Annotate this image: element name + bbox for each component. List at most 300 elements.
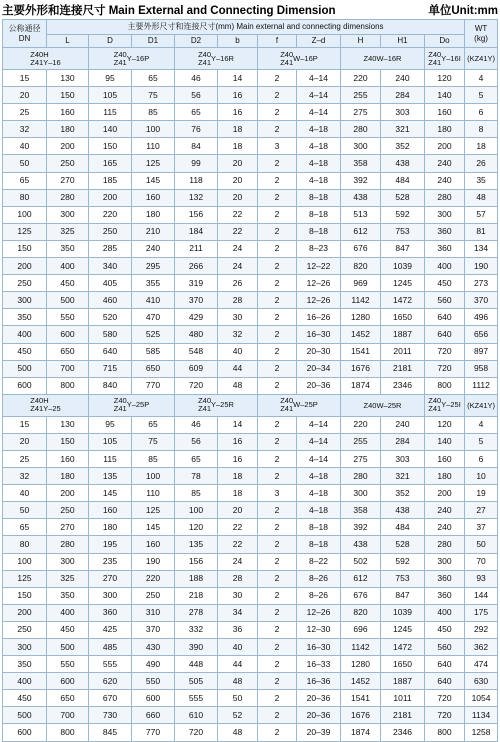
table-cell: 12–26 bbox=[297, 275, 341, 292]
table-cell: 360 bbox=[425, 223, 465, 240]
table-cell: 16–30 bbox=[297, 326, 341, 343]
table-cell: 528 bbox=[381, 189, 425, 206]
table-cell: 300 bbox=[425, 206, 465, 223]
title-bar bbox=[2, 2, 498, 18]
table-cell: 2 bbox=[258, 587, 297, 604]
table-cell: 20–39 bbox=[297, 724, 341, 741]
table-row bbox=[3, 155, 498, 172]
model-code: Z40 bbox=[428, 396, 442, 406]
table-cell: 350 bbox=[47, 240, 89, 257]
table-cell: 280 bbox=[341, 121, 381, 138]
table-cell: 2 bbox=[258, 172, 297, 189]
table-row bbox=[3, 707, 498, 724]
table-cell: 84 bbox=[175, 138, 218, 155]
table-body bbox=[3, 20, 498, 742]
table-cell: 897 bbox=[465, 343, 498, 360]
table-cell: 592 bbox=[381, 206, 425, 223]
table-cell: 52 bbox=[218, 707, 258, 724]
model-code: Z41 bbox=[280, 404, 294, 414]
table-row bbox=[3, 258, 498, 275]
table-cell: 640 bbox=[89, 343, 132, 360]
table-row bbox=[3, 309, 498, 326]
table-cell: 210 bbox=[132, 223, 175, 240]
table-cell: 135 bbox=[89, 468, 132, 485]
table-cell: 2 bbox=[258, 326, 297, 343]
table-cell: 165 bbox=[89, 155, 132, 172]
table-cell: 278 bbox=[175, 604, 218, 621]
model-code: Z41 bbox=[198, 404, 211, 414]
table-cell: 20 bbox=[3, 87, 47, 104]
table-cell: 24 bbox=[218, 258, 258, 275]
model-code: Z40 bbox=[113, 49, 127, 59]
table-cell: 85 bbox=[175, 485, 218, 502]
table-cell: 4–18 bbox=[297, 155, 341, 172]
table-cell: 270 bbox=[47, 519, 89, 536]
table-cell: 592 bbox=[381, 553, 425, 570]
table-row bbox=[3, 240, 498, 257]
table-cell: 130 bbox=[47, 70, 89, 87]
table-cell: 525 bbox=[132, 326, 175, 343]
model-code: Z41 bbox=[113, 57, 127, 67]
table-cell: 30 bbox=[218, 587, 258, 604]
table-cell: 800 bbox=[425, 724, 465, 741]
table-cell: 12–26 bbox=[297, 292, 341, 309]
table-cell: 800 bbox=[47, 724, 89, 741]
table-cell: 610 bbox=[175, 707, 218, 724]
table-cell: 676 bbox=[341, 240, 381, 257]
table-cell: 150 bbox=[3, 240, 47, 257]
table-row bbox=[3, 724, 498, 741]
table-cell: 160 bbox=[425, 104, 465, 121]
table-cell: 16–26 bbox=[297, 309, 341, 326]
table-cell: 425 bbox=[89, 621, 132, 638]
table-cell: 1245 bbox=[381, 621, 425, 638]
table-cell: 140 bbox=[89, 121, 132, 138]
table-cell: 2 bbox=[258, 536, 297, 553]
table-cell: 8–22 bbox=[297, 553, 341, 570]
model-suffix: Y–16P bbox=[126, 53, 150, 63]
table-cell: 81 bbox=[465, 223, 498, 240]
table-cell: 175 bbox=[465, 604, 498, 621]
table-cell: 392 bbox=[341, 172, 381, 189]
table-cell: 280 bbox=[425, 536, 465, 553]
table-cell: 28 bbox=[218, 570, 258, 587]
model-cell: Z40W–25R bbox=[341, 394, 425, 416]
table-row bbox=[3, 536, 498, 553]
table-cell: 438 bbox=[341, 536, 381, 553]
table-cell: 284 bbox=[381, 87, 425, 104]
table-cell: 4–18 bbox=[297, 502, 341, 519]
table-cell: 550 bbox=[132, 673, 175, 690]
table-cell: 362 bbox=[465, 639, 498, 656]
model-stack bbox=[198, 51, 211, 67]
table-cell: 27 bbox=[465, 502, 498, 519]
table-cell: 8–18 bbox=[297, 206, 341, 223]
table-cell: 730 bbox=[89, 707, 132, 724]
table-cell: 95 bbox=[89, 416, 132, 433]
table-cell: 670 bbox=[89, 690, 132, 707]
table-cell: 2 bbox=[258, 377, 297, 394]
table-cell: 16–33 bbox=[297, 656, 341, 673]
table-cell: 6 bbox=[465, 450, 498, 467]
table-cell: 310 bbox=[132, 604, 175, 621]
table-cell: 46 bbox=[175, 70, 218, 87]
table-cell: 630 bbox=[465, 673, 498, 690]
table-cell: 585 bbox=[132, 343, 175, 360]
table-row bbox=[3, 223, 498, 240]
model-cell: (KZ41Y) bbox=[465, 48, 498, 70]
table-cell: 280 bbox=[47, 536, 89, 553]
model-cell bbox=[3, 394, 89, 416]
table-cell: 40 bbox=[218, 343, 258, 360]
table-cell: 321 bbox=[381, 468, 425, 485]
table-row bbox=[3, 360, 498, 377]
table-cell: 211 bbox=[175, 240, 218, 257]
table-cell: 390 bbox=[175, 639, 218, 656]
table-row bbox=[3, 468, 498, 485]
table-cell: 500 bbox=[3, 360, 47, 377]
table-cell: 180 bbox=[89, 519, 132, 536]
table-cell: 370 bbox=[465, 292, 498, 309]
table-cell: 240 bbox=[132, 240, 175, 257]
table-cell: 2 bbox=[258, 656, 297, 673]
table-cell: 32 bbox=[3, 121, 47, 138]
table-cell: 220 bbox=[341, 70, 381, 87]
table-cell: 48 bbox=[218, 724, 258, 741]
table-cell: 8–18 bbox=[297, 223, 341, 240]
table-cell: 2 bbox=[258, 189, 297, 206]
model-code: Z41Y–25 bbox=[30, 404, 61, 414]
table-cell: 270 bbox=[47, 172, 89, 189]
unit-label: 单位Unit:mm bbox=[428, 5, 498, 17]
dimensions-group-header: 主要外形尺寸和连接尺寸(mm) Main external and connecting dimensions bbox=[47, 20, 465, 35]
table-cell: 560 bbox=[425, 639, 465, 656]
table-cell: 400 bbox=[425, 258, 465, 275]
table-cell: 350 bbox=[3, 656, 47, 673]
table-cell: 18 bbox=[218, 138, 258, 155]
table-cell: 160 bbox=[47, 450, 89, 467]
table-cell: 250 bbox=[132, 587, 175, 604]
table-cell: 120 bbox=[425, 70, 465, 87]
table-row bbox=[3, 639, 498, 656]
table-row bbox=[3, 673, 498, 690]
table-cell: 32 bbox=[218, 326, 258, 343]
table-cell: 1472 bbox=[381, 292, 425, 309]
table-cell: 2 bbox=[258, 690, 297, 707]
table-cell: 1134 bbox=[465, 707, 498, 724]
table-cell: 958 bbox=[465, 360, 498, 377]
model-suffix: Y–25R bbox=[211, 400, 234, 410]
table-cell: 2 bbox=[258, 275, 297, 292]
table-cell: 18 bbox=[218, 485, 258, 502]
table-cell: 25 bbox=[3, 450, 47, 467]
model-cell bbox=[175, 48, 258, 70]
table-cell: 650 bbox=[132, 360, 175, 377]
table-cell: 48 bbox=[465, 189, 498, 206]
table-cell: 700 bbox=[47, 707, 89, 724]
table-cell: 16 bbox=[218, 104, 258, 121]
table-cell: 220 bbox=[89, 206, 132, 223]
table-cell: 16 bbox=[218, 433, 258, 450]
table-cell: 2011 bbox=[381, 343, 425, 360]
table-cell: 500 bbox=[47, 639, 89, 656]
table-cell: 218 bbox=[175, 587, 218, 604]
table-cell: 555 bbox=[89, 656, 132, 673]
table-cell: 847 bbox=[381, 240, 425, 257]
table-cell: 99 bbox=[175, 155, 218, 172]
table-row bbox=[3, 343, 498, 360]
col-header-l: L bbox=[47, 35, 89, 48]
table-cell: 2 bbox=[258, 360, 297, 377]
table-row bbox=[3, 172, 498, 189]
table-cell: 85 bbox=[132, 450, 175, 467]
table-cell: 180 bbox=[47, 468, 89, 485]
model-code: Z40 bbox=[198, 49, 211, 59]
table-row bbox=[3, 656, 498, 673]
table-cell: 548 bbox=[175, 343, 218, 360]
table-cell: 840 bbox=[89, 377, 132, 394]
table-cell: 3 bbox=[258, 138, 297, 155]
table-cell: 65 bbox=[132, 70, 175, 87]
table-cell: 1245 bbox=[381, 275, 425, 292]
table-cell: 250 bbox=[89, 223, 132, 240]
table-cell: 40 bbox=[3, 485, 47, 502]
model-cell bbox=[89, 394, 175, 416]
table-cell: 1142 bbox=[341, 639, 381, 656]
table-cell: 80 bbox=[3, 536, 47, 553]
table-cell: 105 bbox=[89, 87, 132, 104]
table-cell: 4–14 bbox=[297, 433, 341, 450]
table-cell: 2 bbox=[258, 673, 297, 690]
table-row bbox=[3, 104, 498, 121]
table-cell: 140 bbox=[425, 87, 465, 104]
model-cell bbox=[425, 394, 465, 416]
table-cell: 350 bbox=[47, 587, 89, 604]
model-stack bbox=[280, 51, 293, 67]
table-cell: 285 bbox=[89, 240, 132, 257]
table-cell: 845 bbox=[89, 724, 132, 741]
table-row bbox=[3, 690, 498, 707]
table-cell: 76 bbox=[175, 121, 218, 138]
model-code: Z41 bbox=[280, 57, 294, 67]
table-cell: 500 bbox=[3, 707, 47, 724]
table-cell: 609 bbox=[175, 360, 218, 377]
table-cell: 180 bbox=[425, 121, 465, 138]
table-cell: 2 bbox=[258, 502, 297, 519]
table-cell: 65 bbox=[3, 172, 47, 189]
table-cell: 26 bbox=[218, 275, 258, 292]
table-cell: 528 bbox=[381, 536, 425, 553]
table-cell: 370 bbox=[175, 292, 218, 309]
table-cell: 30 bbox=[218, 309, 258, 326]
table-cell: 14 bbox=[218, 70, 258, 87]
table-cell: 145 bbox=[132, 172, 175, 189]
table-row bbox=[3, 604, 498, 621]
table-cell: 1887 bbox=[381, 673, 425, 690]
table-cell: 1541 bbox=[341, 343, 381, 360]
table-cell: 696 bbox=[341, 621, 381, 638]
table-cell: 100 bbox=[3, 206, 47, 223]
table-cell: 15 bbox=[3, 416, 47, 433]
table-cell: 2 bbox=[258, 87, 297, 104]
table-cell: 20–34 bbox=[297, 360, 341, 377]
table-cell: 321 bbox=[381, 121, 425, 138]
table-cell: 273 bbox=[465, 275, 498, 292]
table-cell: 847 bbox=[381, 587, 425, 604]
table-cell: 50 bbox=[465, 536, 498, 553]
table-cell: 22 bbox=[218, 206, 258, 223]
table-cell: 10 bbox=[465, 468, 498, 485]
table-cell: 65 bbox=[175, 450, 218, 467]
table-cell: 820 bbox=[341, 258, 381, 275]
dimension-table bbox=[2, 19, 498, 742]
table-cell: 450 bbox=[425, 621, 465, 638]
table-cell: 150 bbox=[47, 433, 89, 450]
model-stack bbox=[114, 51, 127, 67]
table-cell: 620 bbox=[89, 673, 132, 690]
table-cell: 145 bbox=[89, 485, 132, 502]
table-cell: 93 bbox=[465, 570, 498, 587]
table-cell: 1280 bbox=[341, 656, 381, 673]
table-cell: 800 bbox=[425, 377, 465, 394]
table-cell: 8–18 bbox=[297, 519, 341, 536]
table-row bbox=[3, 87, 498, 104]
table-cell: 2 bbox=[258, 639, 297, 656]
table-cell: 36 bbox=[218, 621, 258, 638]
table-cell: 1258 bbox=[465, 724, 498, 741]
table-cell: 2346 bbox=[381, 724, 425, 741]
table-cell: 484 bbox=[381, 519, 425, 536]
table-cell: 16–30 bbox=[297, 639, 341, 656]
table-cell: 2 bbox=[258, 468, 297, 485]
table-cell: 110 bbox=[132, 138, 175, 155]
table-cell: 2 bbox=[258, 450, 297, 467]
table-cell: 200 bbox=[89, 189, 132, 206]
table-row bbox=[3, 206, 498, 223]
table-cell: 4–14 bbox=[297, 104, 341, 121]
table-cell: 720 bbox=[425, 690, 465, 707]
table-cell: 156 bbox=[175, 206, 218, 223]
table-cell: 770 bbox=[132, 724, 175, 741]
table-cell: 410 bbox=[132, 292, 175, 309]
table-cell: 190 bbox=[465, 258, 498, 275]
wt-header bbox=[465, 20, 498, 48]
table-cell: 35 bbox=[465, 172, 498, 189]
table-cell: 160 bbox=[132, 536, 175, 553]
table-cell: 513 bbox=[341, 206, 381, 223]
model-suffix: Y–25P bbox=[126, 400, 150, 410]
table-cell: 400 bbox=[47, 258, 89, 275]
model-row bbox=[3, 394, 498, 416]
table-cell: 1472 bbox=[381, 639, 425, 656]
table-cell: 300 bbox=[3, 292, 47, 309]
table-cell: 2 bbox=[258, 121, 297, 138]
table-cell: 115 bbox=[89, 104, 132, 121]
table-cell: 8–26 bbox=[297, 570, 341, 587]
model-suffix: Y–16I bbox=[441, 53, 461, 63]
table-cell: 1650 bbox=[381, 656, 425, 673]
table-cell: 2 bbox=[258, 519, 297, 536]
table-cell: 1142 bbox=[341, 292, 381, 309]
model-stack bbox=[114, 397, 127, 413]
model-code: Z40 bbox=[280, 396, 294, 406]
table-cell: 32 bbox=[3, 468, 47, 485]
table-cell: 280 bbox=[425, 189, 465, 206]
table-cell: 720 bbox=[175, 377, 218, 394]
table-cell: 40 bbox=[3, 138, 47, 155]
table-cell: 130 bbox=[47, 416, 89, 433]
table-cell: 8–23 bbox=[297, 240, 341, 257]
table-cell: 490 bbox=[132, 656, 175, 673]
table-row bbox=[3, 587, 498, 604]
table-cell: 800 bbox=[47, 377, 89, 394]
table-cell: 358 bbox=[341, 502, 381, 519]
model-cell: (KZ41Y) bbox=[465, 394, 498, 416]
model-stack bbox=[428, 397, 441, 413]
table-cell: 400 bbox=[3, 673, 47, 690]
table-cell: 300 bbox=[341, 485, 381, 502]
table-cell: 4–18 bbox=[297, 468, 341, 485]
table-cell: 484 bbox=[381, 172, 425, 189]
table-cell: 125 bbox=[132, 155, 175, 172]
table-row bbox=[3, 416, 498, 433]
table-cell: 250 bbox=[47, 155, 89, 172]
table-cell: 720 bbox=[175, 724, 218, 741]
table-row bbox=[3, 292, 498, 309]
table-cell: 500 bbox=[47, 292, 89, 309]
model-suffix: Y–16R bbox=[211, 53, 234, 63]
col-header-h1: H1 bbox=[381, 35, 425, 48]
table-cell: 240 bbox=[381, 70, 425, 87]
table-cell: 502 bbox=[341, 553, 381, 570]
table-cell: 600 bbox=[47, 673, 89, 690]
table-cell: 145 bbox=[132, 519, 175, 536]
table-cell: 640 bbox=[425, 656, 465, 673]
table-cell: 144 bbox=[465, 587, 498, 604]
model-code: Z40H bbox=[30, 396, 49, 406]
table-cell: 240 bbox=[425, 519, 465, 536]
table-cell: 2 bbox=[258, 206, 297, 223]
header-row-group bbox=[3, 20, 498, 35]
table-cell: 70 bbox=[465, 553, 498, 570]
table-cell: 2 bbox=[258, 707, 297, 724]
table-cell: 134 bbox=[465, 240, 498, 257]
model-cell bbox=[175, 394, 258, 416]
table-cell: 65 bbox=[175, 104, 218, 121]
table-cell: 560 bbox=[425, 292, 465, 309]
table-cell: 12–26 bbox=[297, 604, 341, 621]
table-cell: 600 bbox=[132, 690, 175, 707]
table-cell: 325 bbox=[47, 570, 89, 587]
model-stack bbox=[198, 397, 211, 413]
table-cell: 474 bbox=[465, 656, 498, 673]
table-cell: 295 bbox=[132, 258, 175, 275]
page-title: 主要外形和连接尺寸 Main External and Connecting Dimension bbox=[2, 5, 336, 17]
table-cell: 4–18 bbox=[297, 138, 341, 155]
table-cell: 520 bbox=[89, 309, 132, 326]
table-cell: 2 bbox=[258, 724, 297, 741]
table-cell: 185 bbox=[89, 172, 132, 189]
table-cell: 969 bbox=[341, 275, 381, 292]
model-cell bbox=[89, 48, 175, 70]
table-cell: 2 bbox=[258, 104, 297, 121]
table-cell: 485 bbox=[89, 639, 132, 656]
table-cell: 1874 bbox=[341, 377, 381, 394]
table-cell: 700 bbox=[47, 360, 89, 377]
model-code: Z40 bbox=[280, 49, 294, 59]
table-cell: 355 bbox=[132, 275, 175, 292]
table-cell: 448 bbox=[175, 656, 218, 673]
